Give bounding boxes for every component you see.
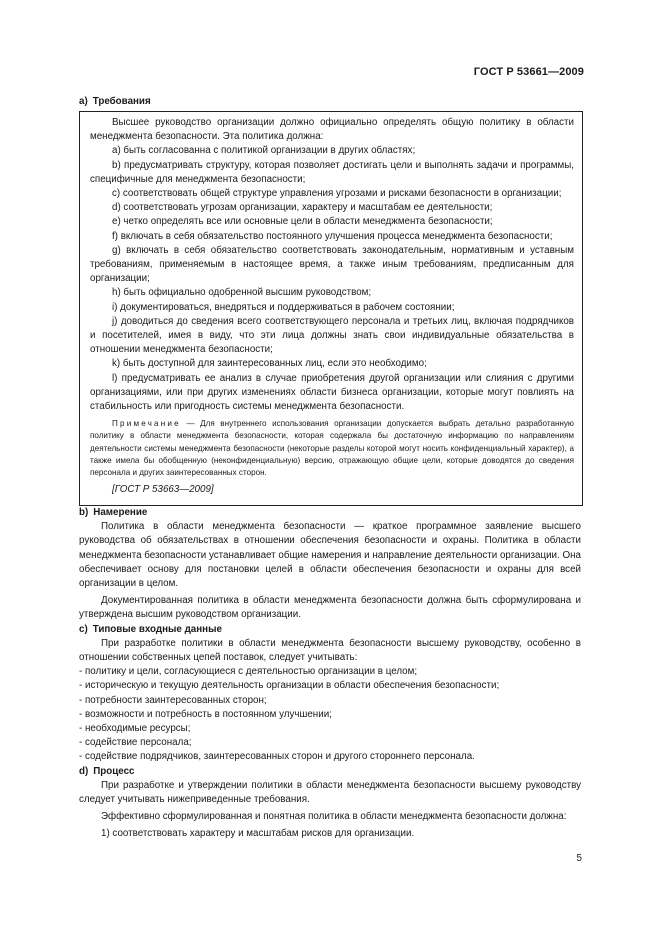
list-item: k) быть доступной для заинтересованных лиц, если это необходимо; bbox=[112, 358, 427, 370]
paragraph: 1) соответствовать характеру и масштабам рисков для организации. bbox=[101, 828, 415, 840]
list-item: - потребности заинтересованных сторон; bbox=[79, 694, 267, 706]
section-d-letter: d) bbox=[79, 765, 89, 777]
section-b-letter: b) bbox=[79, 507, 89, 518]
paragraph: Эффективно сформулированная и понятная политика в области менеджмента безопасности должна: bbox=[101, 811, 567, 823]
list-item: с) соответствовать общей структуре управления угрозами и рисками безопасности в организации; bbox=[112, 188, 562, 200]
standard-designation: ГОСТ Р 53661—2009 bbox=[473, 66, 584, 78]
list-item: - политику и цели, согласующиеся с деятельностью организации в целом; bbox=[79, 666, 418, 678]
section-d-heading bbox=[79, 765, 581, 779]
list-item: l) предусматривать ее анализ в случае приобретения другой организации или слияния с другими организациями, или при других изменениях области бизнеса организации, которые могут повлиять на стабильность или пригодность системы менеджмента безопасности. bbox=[90, 372, 574, 413]
note-label: Примечание bbox=[112, 419, 181, 429]
section-d-title: Процесс bbox=[93, 765, 135, 777]
section-c-title: Типовые входные данные bbox=[92, 623, 222, 635]
section-c-heading bbox=[79, 623, 581, 637]
paragraph: Политика в области менеджмента безопасности — краткое программное заявление высшего руководства об обязательствах в отношении обеспечения безопасности и охраны. Политика в области менеджмента безопасности устанавливает общие намерения и направление деятельности организации. Она обеспечивает основу для постановки целей в области обеспечения безопасности и охраны для всей организации в целом. bbox=[79, 521, 581, 590]
list-item: i) документироваться, внедряться и поддерживаться в рабочем состоянии; bbox=[112, 301, 455, 313]
page-number: 5 bbox=[576, 853, 582, 864]
list-item: h) быть официально одобренной высшим руководством; bbox=[112, 287, 372, 299]
main-text bbox=[79, 506, 581, 842]
section-a-heading bbox=[79, 95, 581, 109]
paragraph: Документированная политика в области менеджмента безопасности должна быть сформулирована и утверждена высшим руководством организации. bbox=[79, 595, 581, 621]
paragraph: При разработке политики в области менеджмента безопасности высшему руководству, особенно в отношении собственных цепей поставок, следует учитывать: bbox=[79, 637, 581, 664]
section-b-heading bbox=[79, 506, 581, 520]
section-c-letter: с) bbox=[79, 623, 88, 635]
box-intro: Высшее руководство организации должно официально определять общую политику в области менеджмента безопасности. Эта политика должна: bbox=[90, 117, 574, 143]
section-a-letter: а) bbox=[79, 96, 88, 107]
list-item: - возможности и потребность в постоянном улучшении; bbox=[79, 708, 332, 720]
section-b-title: Намерение bbox=[93, 507, 148, 518]
requirements-box bbox=[79, 111, 583, 506]
list-item: - необходимые ресурсы; bbox=[79, 723, 191, 735]
list-item: f) включать в себя обязательство постоянного улучшения процесса менеджмента безопасности; bbox=[112, 230, 553, 242]
box-note bbox=[90, 418, 574, 479]
list-item: j) доводиться до сведения всего соответствующего персонала и третьих лиц, включая подрядчиков и посетителей, имея в виду, что эти лица должны знать свои индивидуальные обязательства в отношении менеджмента безопасности; bbox=[90, 315, 574, 356]
list-item: d) соответствовать угрозам организации, характеру и масштабам ее деятельности; bbox=[112, 202, 493, 214]
section-a-title: Требования bbox=[92, 96, 151, 107]
note-text: — Для внутреннего использования организации допускается выбрать детально разработанную политику в области менеджмента безопасности, которая содержала бы достаточную информацию по направлениям деятельности системы менеджмента безопасности (некоторые разделы которой могут носить конфиденциальный характер), а также имела бы обобщенную (неконфиденциальную) версию, отражающую общие цели, которые доводятся до сведения персонала и других заинтересованных сторон. bbox=[90, 419, 574, 478]
box-reference: [ГОСТ Р 53663—2009] bbox=[112, 484, 214, 496]
list-item: b) предусматривать структуру, которая позволяет достигать цели и выполнять задачи и программы, специфичные для менеджмента безопасности; bbox=[90, 159, 574, 185]
list-item: g) включать в себя обязательство соответствовать законодательным, нормативным и уставным требованиям, применяемым в настоящее время, а также иным требованиям, предписанным для организации; bbox=[90, 244, 574, 285]
list-item: - содействие персонала; bbox=[79, 737, 192, 749]
paragraph: При разработке и утверждении политики в области менеджмента безопасности высшему руководству следует учитывать нижеприведенные требования. bbox=[79, 779, 581, 806]
list-item: - историческую и текущую деятельность организации в области обеспечения безопасности; bbox=[79, 680, 500, 692]
list-item: - содействие подрядчиков, заинтересованных сторон и другого стороннего персонала. bbox=[79, 751, 475, 763]
list-item: е) четко определять все или основные цели в области менеджмента безопасности; bbox=[112, 216, 493, 228]
list-item: а) быть согласованна с политикой организации в других областях; bbox=[112, 145, 416, 157]
input-list bbox=[79, 665, 581, 764]
